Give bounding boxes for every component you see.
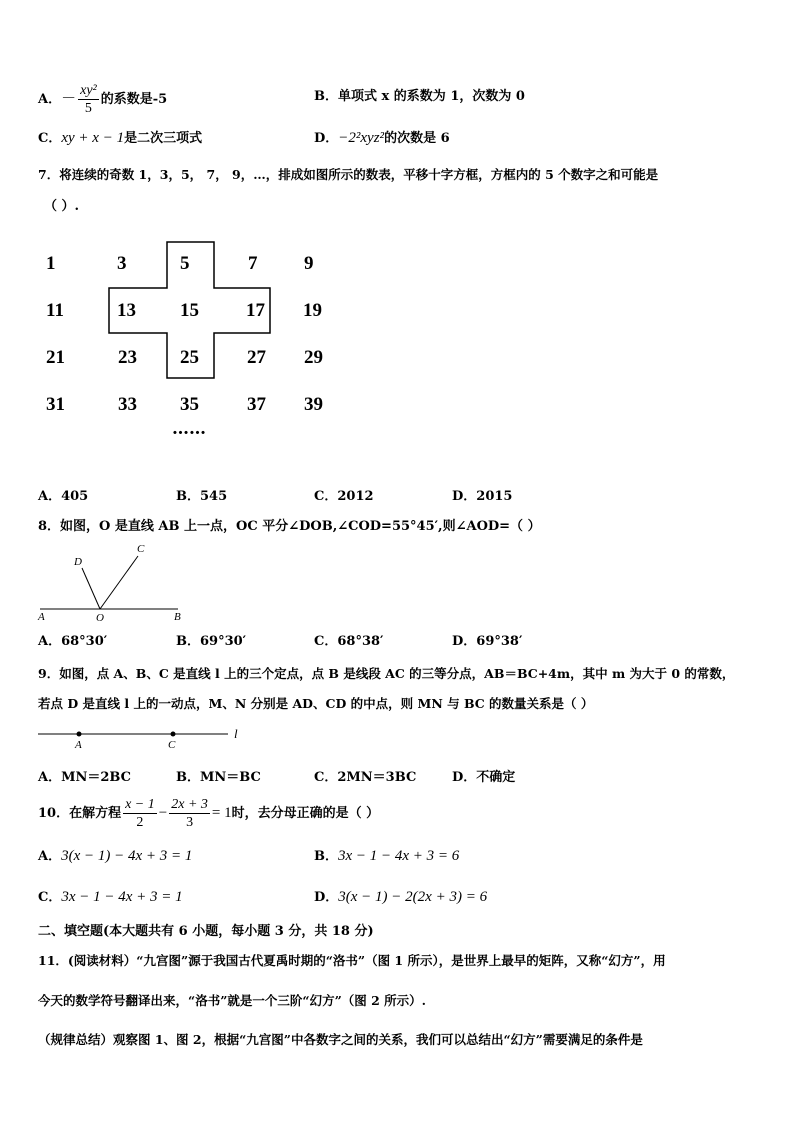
grid-cell: 25 — [180, 347, 199, 368]
grid-cell: 21 — [46, 347, 65, 368]
q10-minus: − — [158, 805, 168, 821]
grid-cell: 37 — [247, 394, 266, 415]
q6-c-label: C． — [38, 131, 62, 146]
q8-option-b: B．69°30′ — [176, 634, 247, 649]
q7-option-c: C．2012 — [314, 489, 374, 504]
q6-a-text: 的系数是-5 — [100, 92, 168, 107]
q10-c-label: C． — [38, 890, 62, 905]
q7-option-a: A．405 — [38, 489, 89, 504]
q10-c-math: 3x − 1 − 4x + 3 = 1 — [61, 889, 183, 905]
q6-b-label: B． — [314, 89, 338, 104]
grid-cell: 33 — [118, 394, 137, 415]
q10-stem-post: 时，去分母正确的是（ ） — [231, 806, 380, 821]
grid-cell: 1 — [46, 253, 56, 274]
q10-b-label: B． — [314, 849, 338, 864]
q10-fraction-2 — [169, 796, 210, 831]
q6-c-text: 是二次三项式 — [124, 131, 203, 146]
grid-cell: 39 — [304, 394, 323, 415]
grid-cell: 29 — [304, 347, 323, 368]
q8-option-c: C．68°38′ — [314, 634, 384, 649]
q8-label-o: O — [96, 612, 104, 624]
grid-cell: 3 — [117, 253, 127, 274]
q9-label-l: l — [234, 726, 238, 741]
q9-option-b: B．MN＝BC — [176, 770, 261, 785]
grid-cell: 19 — [303, 300, 322, 321]
grid-cell: 9 — [304, 253, 314, 274]
q7-grid-ellipsis: …… — [172, 419, 206, 439]
q10-option-c — [38, 889, 183, 906]
q6-d-label: D． — [314, 131, 339, 146]
q9-option-d: D．不确定 — [452, 770, 516, 785]
grid-cell: 31 — [46, 394, 65, 415]
q10-option-b — [314, 848, 459, 865]
q10-b-math: 3x − 1 − 4x + 3 = 6 — [338, 848, 460, 864]
q8-label-a: A — [38, 611, 45, 623]
q9-line-figure — [36, 725, 236, 745]
grid-cell: 5 — [180, 253, 190, 274]
q10-f2-denominator: 3 — [186, 815, 194, 830]
q9-option-c: C．2MN＝3BC — [314, 770, 417, 785]
q10-f1-denominator: 2 — [136, 815, 144, 830]
q9-stem-line1: 9．如图，点 A、B、C 是直线 l 上的三个定点，点 B 是线段 AC 的三等分点，AB＝BC+4m，其中 m 为大于 0 的常数， — [38, 666, 735, 681]
grid-cell: 11 — [46, 300, 64, 321]
q10-option-a — [38, 848, 192, 865]
q10-fraction-1 — [123, 796, 157, 831]
grid-cell: 13 — [117, 300, 136, 321]
q8-label-b: B — [174, 611, 181, 623]
q10-stem — [38, 796, 379, 831]
q8-angle-figure — [30, 540, 190, 630]
grid-cell: 35 — [180, 394, 199, 415]
q7-stem: 7．将连续的奇数 1，3，5， 7， 9，…，排成如图所示的数表，平移十字方框，方框内的 5 个数字之和可能是 — [38, 167, 659, 182]
q10-d-label: D． — [314, 890, 339, 905]
q9-label-a: A — [75, 739, 82, 751]
q10-equals: = 1 — [211, 805, 232, 821]
q7-stem-bracket: （ ）. — [44, 199, 80, 214]
q10-f2-numerator: 2x + 3 — [171, 797, 208, 812]
section-heading: 二、填空题(本大题共有 6 小题，每小题 3 分，共 18 分) — [38, 924, 374, 939]
q7-option-d: D．2015 — [452, 489, 513, 504]
q11-line1: 11．(阅读材料）“九宫图”源于我国古代夏禹时期的“洛书”（图 1 所示），是世界上最早的矩阵，又称“幻方”，用 — [38, 953, 666, 968]
grid-cell: 15 — [180, 300, 199, 321]
q10-option-d — [314, 889, 487, 906]
q8-option-a: A．68°30′ — [38, 634, 108, 649]
q8-option-d: D．69°38′ — [452, 634, 523, 649]
q6-b-text: 单项式 x 的系数为 1，次数为 0 — [338, 89, 525, 104]
grid-cell: 17 — [246, 300, 265, 321]
q11-line3: （规律总结）观察图 1、图 2，根据“九宫图”中各数字之间的关系，我们可以总结出“幻方”需要满足的条件是 — [38, 1032, 643, 1047]
q6-a-neg: － — [61, 91, 77, 107]
q6-d-text: 的次数是 6 — [384, 131, 450, 146]
q9-stem-line2: 若点 D 是直线 l 上的一动点，M、N 分别是 AD、CD 的中点，则 MN 与 BC 的数量关系是（ ） — [38, 696, 594, 711]
q10-a-math: 3(x − 1) − 4x + 3 = 1 — [61, 848, 193, 864]
q6-c-math: xy + x − 1 — [61, 130, 125, 146]
q10-stem-pre: 10．在解方程 — [38, 806, 122, 821]
q10-a-label: A． — [38, 849, 62, 864]
q6-d-math: −2²xyz² — [338, 130, 385, 146]
q8-stem: 8．如图，O 是直线 AB 上一点，OC 平分∠DOB,∠COD=55°45′,则∠AOD=（ ） — [38, 519, 541, 534]
q6-a-denominator: 5 — [84, 101, 92, 116]
q9-option-a: A．MN＝2BC — [38, 770, 131, 785]
q7-option-b: B．545 — [176, 489, 228, 504]
q6-a-label: A． — [38, 92, 62, 107]
grid-cell: 23 — [118, 347, 137, 368]
q8-label-c: C — [137, 543, 145, 555]
q8-label-d: D — [74, 556, 82, 568]
q6-a-numerator: xy² — [80, 83, 97, 98]
q10-d-math: 3(x − 1) − 2(2x + 3) = 6 — [338, 889, 488, 905]
q9-label-c: C — [168, 739, 176, 751]
grid-cell: 27 — [247, 347, 266, 368]
q10-f1-numerator: x − 1 — [125, 797, 155, 812]
grid-cell: 7 — [248, 253, 258, 274]
q11-line2: 今天的数学符号翻译出来，“洛书”就是一个三阶“幻方”（图 2 所示）. — [38, 993, 427, 1008]
